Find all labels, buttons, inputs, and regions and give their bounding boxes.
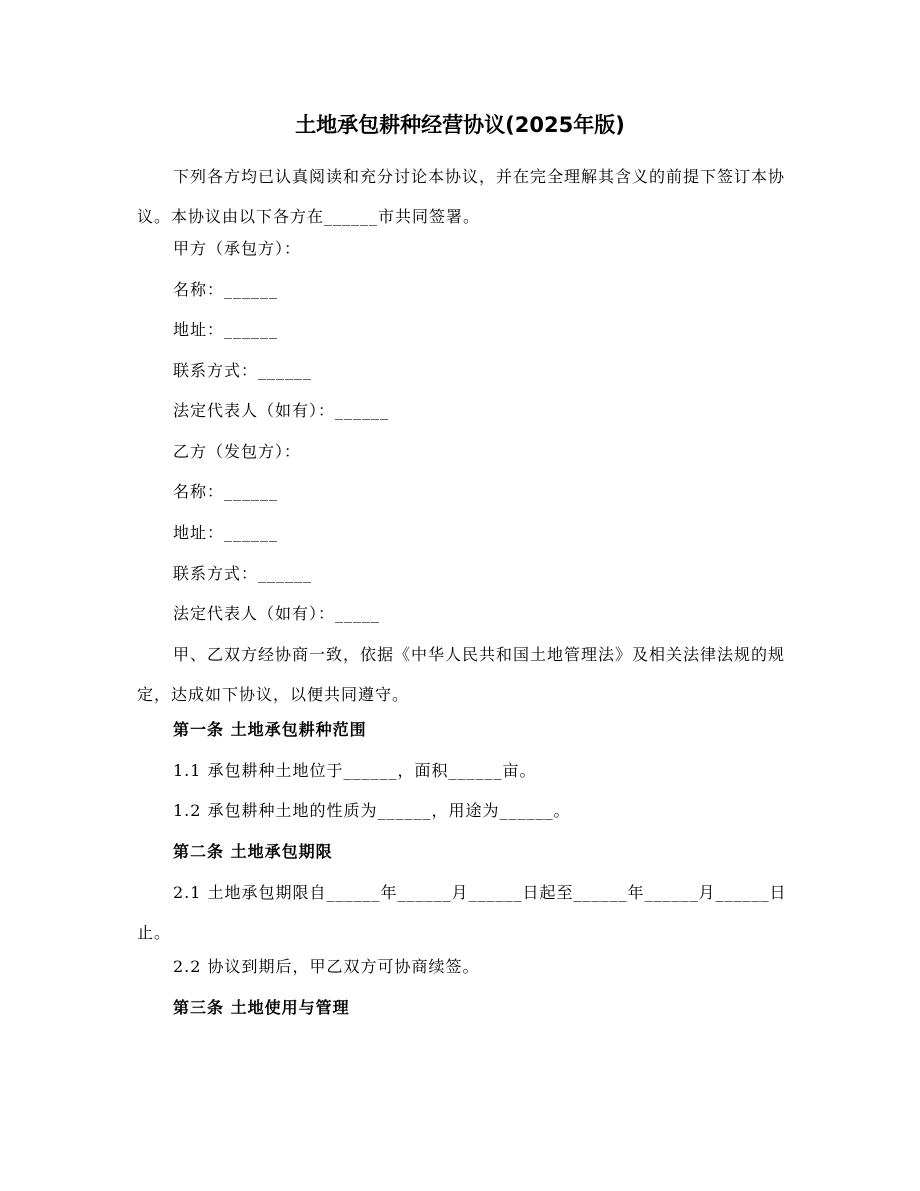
party-b-legal-rep: 法定代表人（如有）：_____ bbox=[173, 604, 381, 623]
agreement-basis-paragraph: 甲、乙双方经协商一致，依据《中华人民共和国土地管理法》及相关法律法规的规定，达成如下协议，以便共同遵守。 bbox=[137, 645, 786, 704]
party-b-name: 名称：______ bbox=[173, 482, 279, 501]
party-a-name: 名称：______ bbox=[173, 280, 279, 299]
clause-1-1: 1.1 承包耕种土地位于______，面积______亩。 bbox=[173, 761, 537, 780]
party-b-address: 地址：______ bbox=[173, 523, 279, 542]
document-title: 土地承包耕种经营协议(2025年版) bbox=[295, 113, 625, 137]
intro-paragraph: 下列各方均已认真阅读和充分讨论本协议，并在完全理解其含义的前提下签订本协议。本协议由以下各方在______市共同签署。 bbox=[137, 167, 786, 226]
clause-2-2: 2.2 协议到期后，甲乙双方可协商续签。 bbox=[173, 957, 480, 976]
clause-2-1: 2.1 土地承包期限自______年______月______日起至______年______月______日止。 bbox=[137, 883, 787, 942]
article-3-heading: 第三条 土地使用与管理 bbox=[173, 998, 350, 1017]
party-b-heading: 乙方（发包方）： bbox=[173, 442, 302, 461]
article-1-heading: 第一条 土地承包耕种范围 bbox=[173, 720, 367, 739]
party-a-contact: 联系方式：______ bbox=[173, 361, 313, 380]
party-b-contact: 联系方式：______ bbox=[173, 564, 313, 583]
party-a-heading: 甲方（承包方）： bbox=[173, 239, 302, 258]
party-a-legal-rep: 法定代表人（如有）：______ bbox=[173, 401, 390, 420]
article-2-heading: 第二条 土地承包期限 bbox=[173, 842, 333, 861]
party-a-address: 地址：______ bbox=[173, 320, 279, 339]
clause-1-2: 1.2 承包耕种土地的性质为______，用途为______。 bbox=[173, 801, 571, 820]
